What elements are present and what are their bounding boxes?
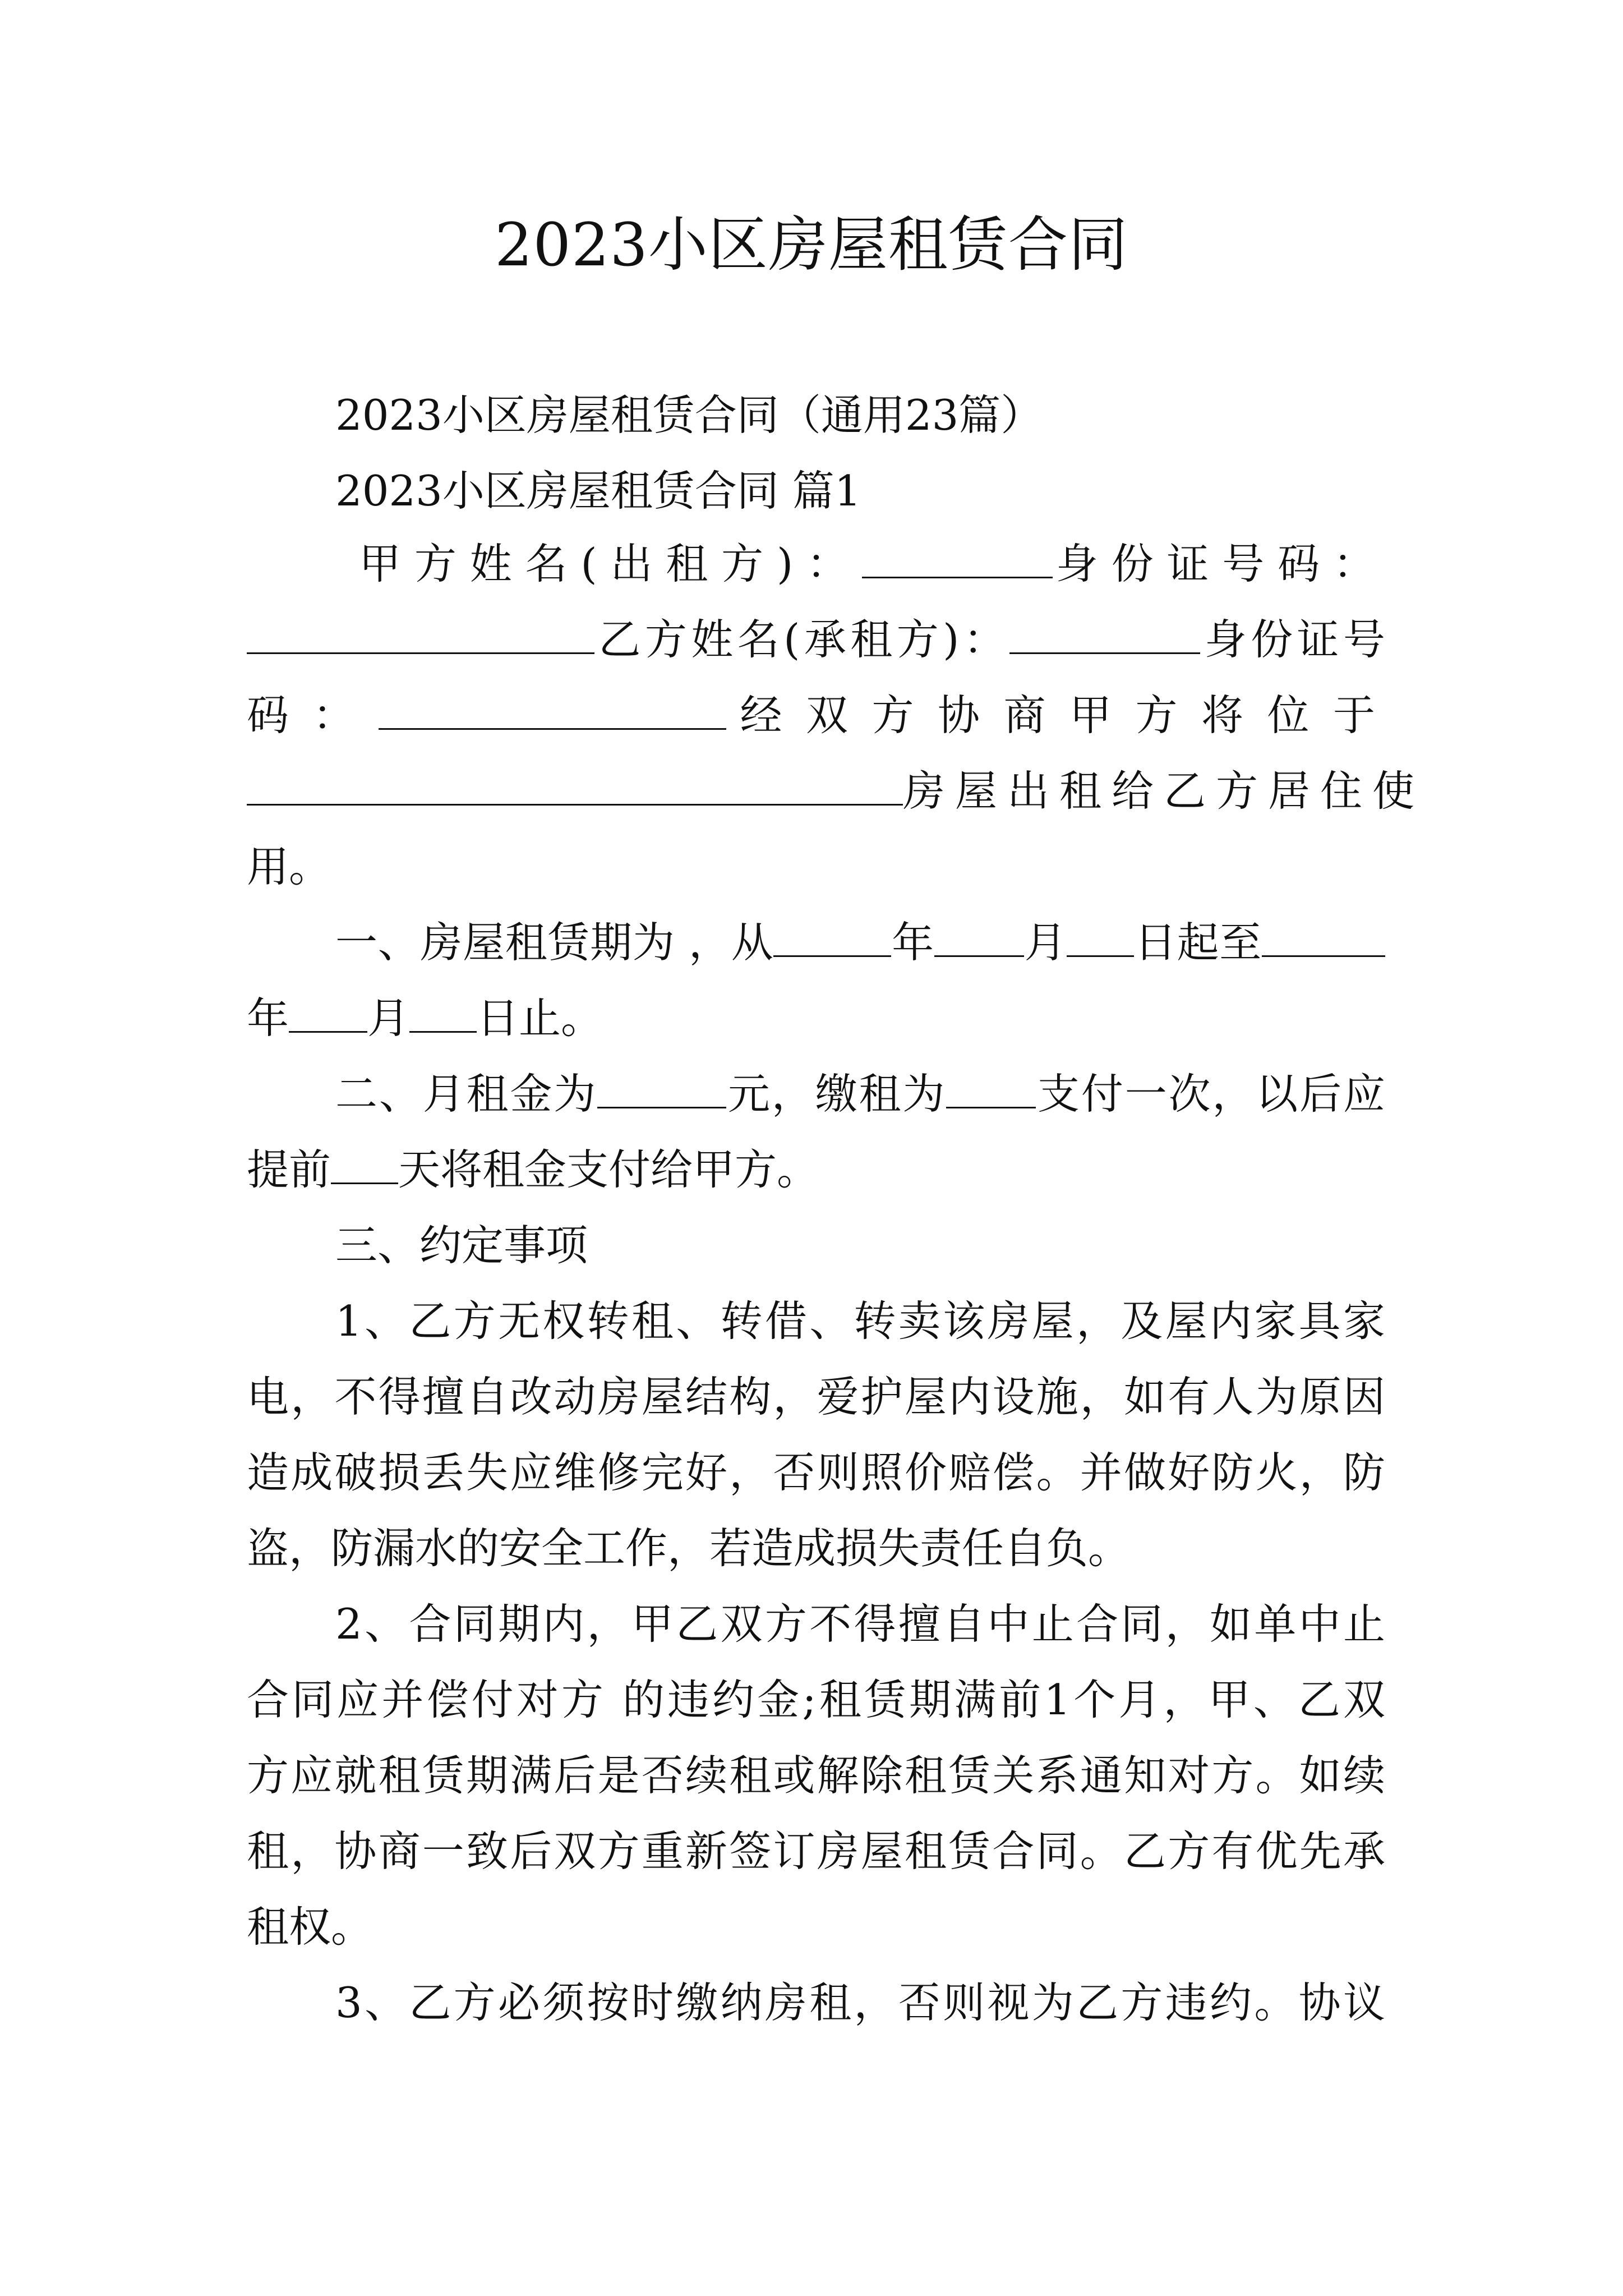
party-b-line — [247, 611, 1385, 668]
end-month-field[interactable] — [289, 996, 367, 1033]
item-2-line-2: 合同应并偿付对方 的违约金;租赁期满前1个月，甲、乙双 — [247, 1675, 1385, 1724]
party-a-name-field[interactable] — [862, 542, 1053, 578]
item-1-line-2: 电，不得擅自改动房屋结构，爱护屋内设施，如有人为原因 — [247, 1372, 1385, 1421]
id-label-1: 身份证号码： — [1052, 539, 1385, 588]
end-year-field[interactable] — [1262, 921, 1385, 957]
year-label: 年 — [891, 918, 934, 967]
party-b-id-field[interactable] — [379, 693, 726, 730]
advance-days-field[interactable] — [331, 1148, 398, 1184]
clause-1-text: 一、房屋租赁期为 ，从 — [335, 918, 774, 967]
party-a-id-field[interactable] — [247, 618, 594, 654]
id-label-2-part1: 身份证号 — [1200, 615, 1385, 664]
end-year-label: 年 — [247, 993, 289, 1043]
clause-3-heading: 三、约定事项 — [335, 1221, 588, 1270]
clause-2-text-c: 支付一次，以后应 — [1036, 1069, 1385, 1119]
monthly-rent-field[interactable] — [597, 1072, 726, 1108]
section-heading: 2023小区房屋租赁合同 篇1 — [335, 466, 861, 516]
payment-period-field[interactable] — [946, 1072, 1036, 1108]
clause-2-text-b: 元，缴租为 — [726, 1069, 947, 1119]
address-line — [247, 763, 1425, 819]
item-1-line-4: 盗，防漏水的安全工作，若造成损失责任自负。 — [247, 1524, 1131, 1573]
clause-1-line-2 — [247, 990, 1385, 1046]
item-1-line-3: 造成破损丢失应维修完好，否则照价赔偿。并做好防火，防 — [247, 1448, 1385, 1497]
end-month-label: 月 — [367, 993, 410, 1043]
clause-2-text-a: 二、月租金为 — [335, 1069, 598, 1119]
start-day-field[interactable] — [1067, 921, 1134, 957]
item-3-line-1: 3、乙方必须按时缴纳房租，否则视为乙方违约。协议 — [335, 1978, 1385, 2027]
party-b-name-field[interactable] — [1009, 618, 1200, 654]
clause-1-line-1 — [335, 914, 1385, 970]
item-2-line-3: 方应就租赁期满后是否续租或解除租赁关系通知对方。如续 — [247, 1751, 1385, 1800]
party-a-line — [359, 536, 1385, 592]
agreement-text-3: 用。 — [247, 842, 331, 891]
id-label-2-part2: 码： — [247, 691, 379, 740]
clause-2-text-e: 天将租金支付给甲方。 — [398, 1145, 819, 1194]
party-a-label: 甲方姓名(出租方)： — [359, 539, 862, 588]
item-2-line-4: 租，协商一致后双方重新签订房屋租赁合同。乙方有优先承 — [247, 1826, 1385, 1876]
month-label: 月 — [1023, 918, 1067, 967]
agreement-text-1: 经双方协商甲方将位于 — [726, 691, 1385, 740]
agreement-text-2: 房屋出租给乙方居住使 — [903, 766, 1425, 816]
id-and-agreement-line — [247, 687, 1385, 743]
clause-2-line-2 — [247, 1142, 1385, 1198]
clause-2-line-1 — [335, 1066, 1385, 1122]
page-title: 2023小区房屋租赁合同 — [495, 210, 1128, 279]
start-month-field[interactable] — [934, 921, 1024, 957]
end-day-label: 日止。 — [477, 993, 603, 1043]
clause-2-text-d: 提前 — [247, 1145, 331, 1194]
end-day-field[interactable] — [409, 996, 477, 1033]
day-from-label: 日起至 — [1134, 918, 1262, 967]
item-2-line-1: 2、合同期内，甲乙双方不得擅自中止合同，如单中止 — [335, 1599, 1385, 1649]
item-2-line-5: 租权。 — [247, 1902, 374, 1952]
subtitle: 2023小区房屋租赁合同（通用23篇） — [335, 390, 1043, 440]
start-year-field[interactable] — [773, 921, 891, 957]
party-b-label: 乙方姓名(承租方)： — [594, 615, 1010, 664]
item-1-line-1: 1、乙方无权转租、转借、转卖该房屋，及屋内家具家 — [335, 1296, 1385, 1346]
property-address-field[interactable] — [247, 769, 903, 806]
